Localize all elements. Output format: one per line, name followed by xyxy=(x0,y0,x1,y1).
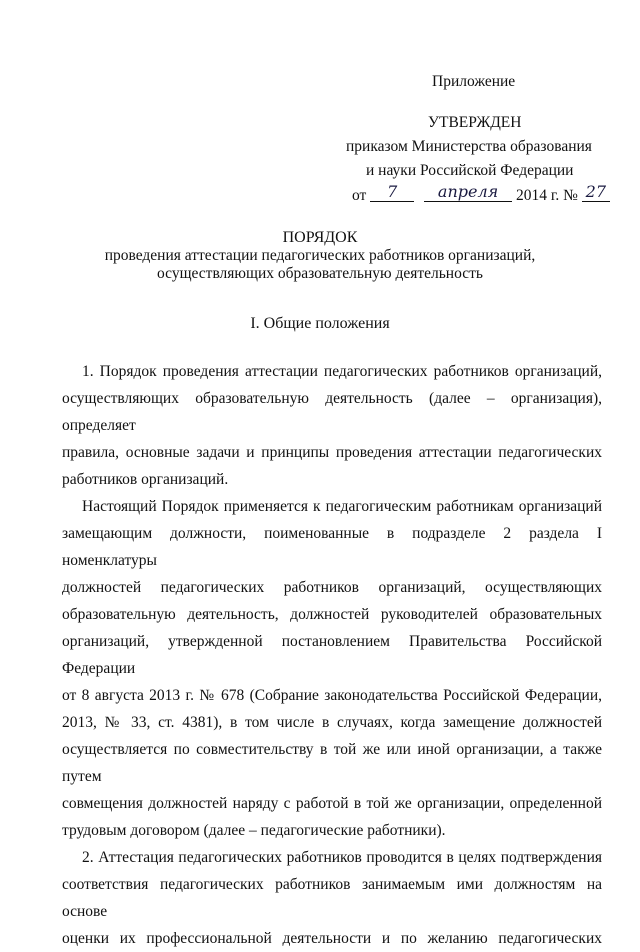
body-line: соответствия педагогических работников занимаемым ими должностям на основе xyxy=(62,876,602,920)
body-line: замещающим должности, поименованные в подразделе 2 раздела I номенклатуры xyxy=(62,525,602,569)
month-handwritten: апреля xyxy=(437,182,499,201)
body-line: трудовым договором (далее – педагогические работники). xyxy=(62,822,446,839)
day-handwritten: 7 xyxy=(387,182,398,201)
body-line: правила, основные задачи и принципы проведения аттестации педагогических xyxy=(62,444,602,461)
order-line-1: приказом Министерства образования xyxy=(346,138,592,155)
section-heading: I. Общие положения xyxy=(250,315,390,332)
document-subtitle-line-2: осуществляющих образовательную деятельность xyxy=(157,265,483,282)
document-subtitle-line-1: проведения аттестации педагогических работников организаций, xyxy=(104,247,536,264)
body-line: 1. Порядок проведения аттестации педагогических работников организаций, xyxy=(82,363,602,380)
body-line: от 8 августа 2013 г. № 678 (Собрание законодательства Российской Федерации, xyxy=(62,687,602,704)
month-field xyxy=(424,183,512,202)
number-handwritten: 27 xyxy=(585,182,607,201)
body-line: 2013, № 33, ст. 4381), в том числе в случаях, когда замещение должностей xyxy=(62,714,602,731)
year-number-label: 2014 г. № xyxy=(515,187,578,204)
document-body xyxy=(62,358,602,952)
body-line: совмещения должностей наряду с работой в той же организации, определенной xyxy=(62,795,602,812)
appendix-label: Приложение xyxy=(432,73,516,90)
body-line: Настоящий Порядок применяется к педагогическим работникам организаций xyxy=(82,498,602,515)
body-line: оценки их профессиональной деятельности и по желанию педагогических xyxy=(62,930,602,947)
approval-block xyxy=(330,70,630,208)
body-line: должностей педагогических работников организаций, осуществляющих xyxy=(62,579,602,596)
order-date-line xyxy=(352,183,630,208)
day-field xyxy=(370,183,414,202)
body-line: образовательную деятельность, должностей руководителей образовательных xyxy=(62,606,602,623)
order-line-2: и науки Российской Федерации xyxy=(366,162,574,179)
approved-label: УТВЕРЖДЕН xyxy=(428,114,522,131)
body-line: 2. Аттестация педагогических работников проводится в целях подтверждения xyxy=(82,849,602,866)
body-line: организаций, утвержденной постановлением Правительства Российской Федерации xyxy=(62,633,602,677)
body-line: осуществляется по совместительству в той же или иной организации, а также путем xyxy=(62,741,602,785)
body-line: осуществляющих образовательную деятельность (далее – организация), определяет xyxy=(62,390,602,434)
document-title: ПОРЯДОК xyxy=(282,229,358,246)
body-line: работников организаций. xyxy=(62,471,229,488)
date-prefix: от xyxy=(352,187,367,204)
number-field xyxy=(582,183,610,202)
